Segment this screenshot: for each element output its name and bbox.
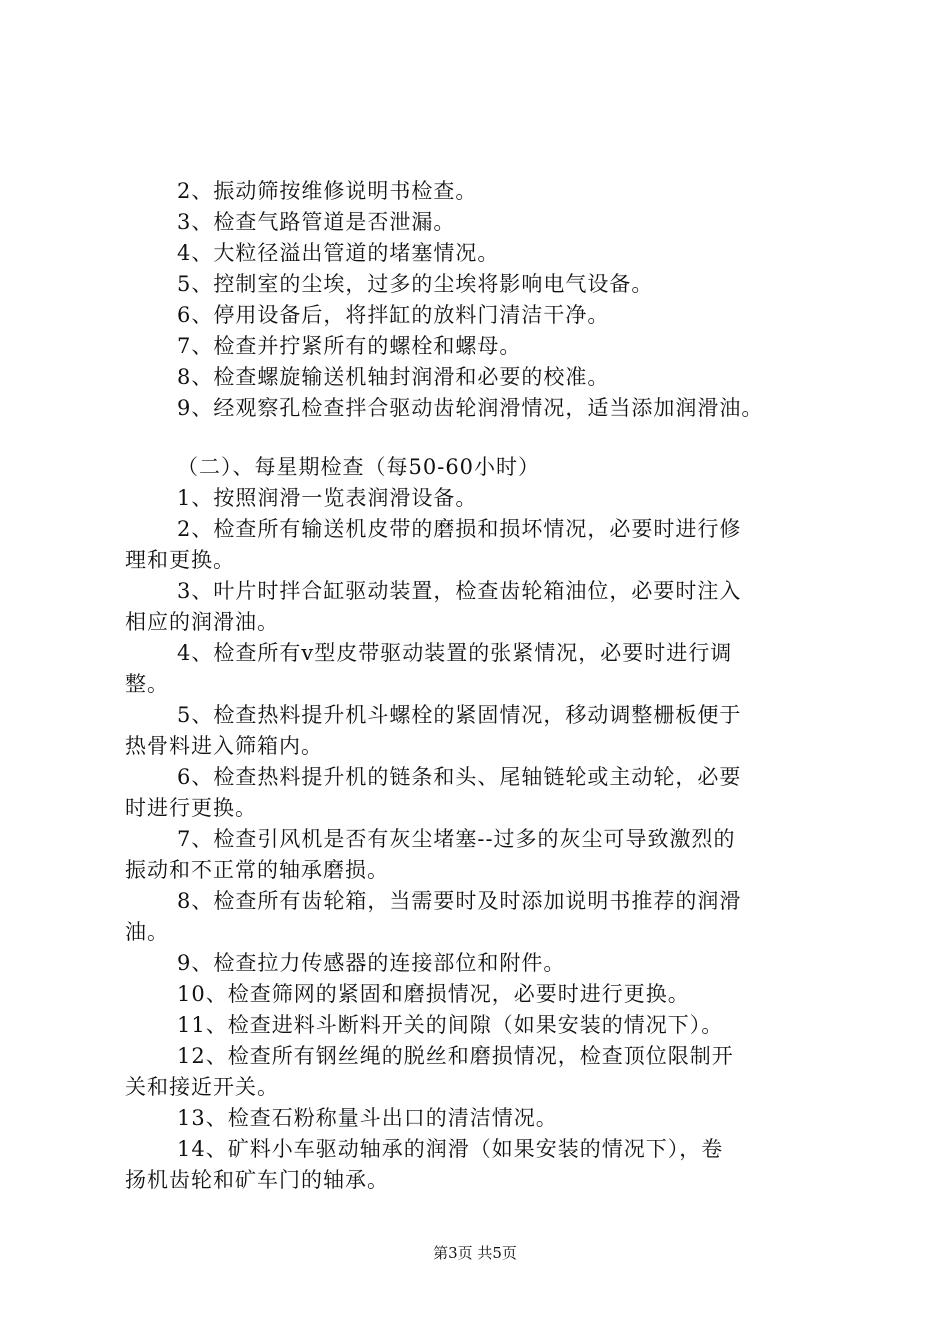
weekly-line: 关和接近开关。 — [125, 1075, 279, 1099]
weekly-line: 油。 — [125, 920, 169, 944]
section-heading: （二）、每星期检查（每50-60小时） — [177, 455, 541, 479]
weekly-line: 热骨料进入筛箱内。 — [125, 734, 323, 758]
weekly-line: 振动和不正常的轴承磨损。 — [125, 858, 389, 882]
weekly-line: 5、检查热料提升机斗螺栓的紧固情况，移动调整栅板便于 — [177, 703, 742, 727]
weekly-line: 3、叶片时拌合缸驱动装置，检查齿轮箱油位，必要时注入 — [177, 579, 742, 603]
daily-item: 5、控制室的尘埃，过多的尘埃将影响电气设备。 — [177, 272, 654, 296]
page-footer: 第3页 共5页 — [433, 1244, 517, 1262]
weekly-line: 13、检查石粉称量斗出口的清洁情况。 — [177, 1106, 558, 1130]
daily-item: 4、大粒径溢出管道的堵塞情况。 — [177, 241, 500, 265]
weekly-line: 8、检查所有齿轮箱，当需要时及时添加说明书推荐的润滑 — [177, 889, 742, 913]
weekly-line: 理和更换。 — [125, 548, 235, 572]
weekly-line: 7、检查引风机是否有灰尘堵塞--过多的灰尘可导致激烈的 — [177, 827, 736, 851]
weekly-line: 12、检查所有钢丝绳的脱丝和磨损情况，检查顶位限制开 — [177, 1044, 734, 1068]
daily-item: 7、检查并拧紧所有的螺栓和螺母。 — [177, 334, 522, 358]
daily-item: 3、检查气路管道是否泄漏。 — [177, 210, 456, 234]
weekly-line: 相应的润滑油。 — [125, 610, 279, 634]
weekly-line: 4、检查所有v型皮带驱动装置的张紧情况，必要时进行调 — [177, 641, 733, 665]
weekly-line: 扬机齿轮和矿车门的轴承。 — [125, 1168, 389, 1192]
weekly-line: 9、检查拉力传感器的连接部位和附件。 — [177, 951, 566, 975]
weekly-line: 2、检查所有输送机皮带的磨损和损坏情况，必要时进行修 — [177, 517, 742, 541]
weekly-line: 时进行更换。 — [125, 796, 257, 820]
weekly-line: 整。 — [125, 672, 169, 696]
weekly-line: 11、检查进料斗断料开关的间隙（如果安装的情况下）。 — [177, 1013, 724, 1037]
daily-item: 6、停用设备后，将拌缸的放料门清洁干净。 — [177, 303, 610, 327]
weekly-line: 10、检查筛网的紧固和磨损情况，必要时进行更换。 — [177, 982, 690, 1006]
weekly-line: 14、矿料小车驱动轴承的润滑（如果安装的情况下），卷 — [177, 1137, 724, 1161]
weekly-line: 6、检查热料提升机的链条和头、尾轴链轮或主动轮，必要 — [177, 765, 742, 789]
daily-item: 9、经观察孔检查拌合驱动齿轮润滑情况，适当添加润滑油。 — [177, 396, 764, 420]
daily-item: 8、检查螺旋输送机轴封润滑和必要的校准。 — [177, 365, 610, 389]
daily-item: 2、振动筛按维修说明书检查。 — [177, 179, 478, 203]
weekly-line: 1、按照润滑一览表润滑设备。 — [177, 486, 478, 510]
